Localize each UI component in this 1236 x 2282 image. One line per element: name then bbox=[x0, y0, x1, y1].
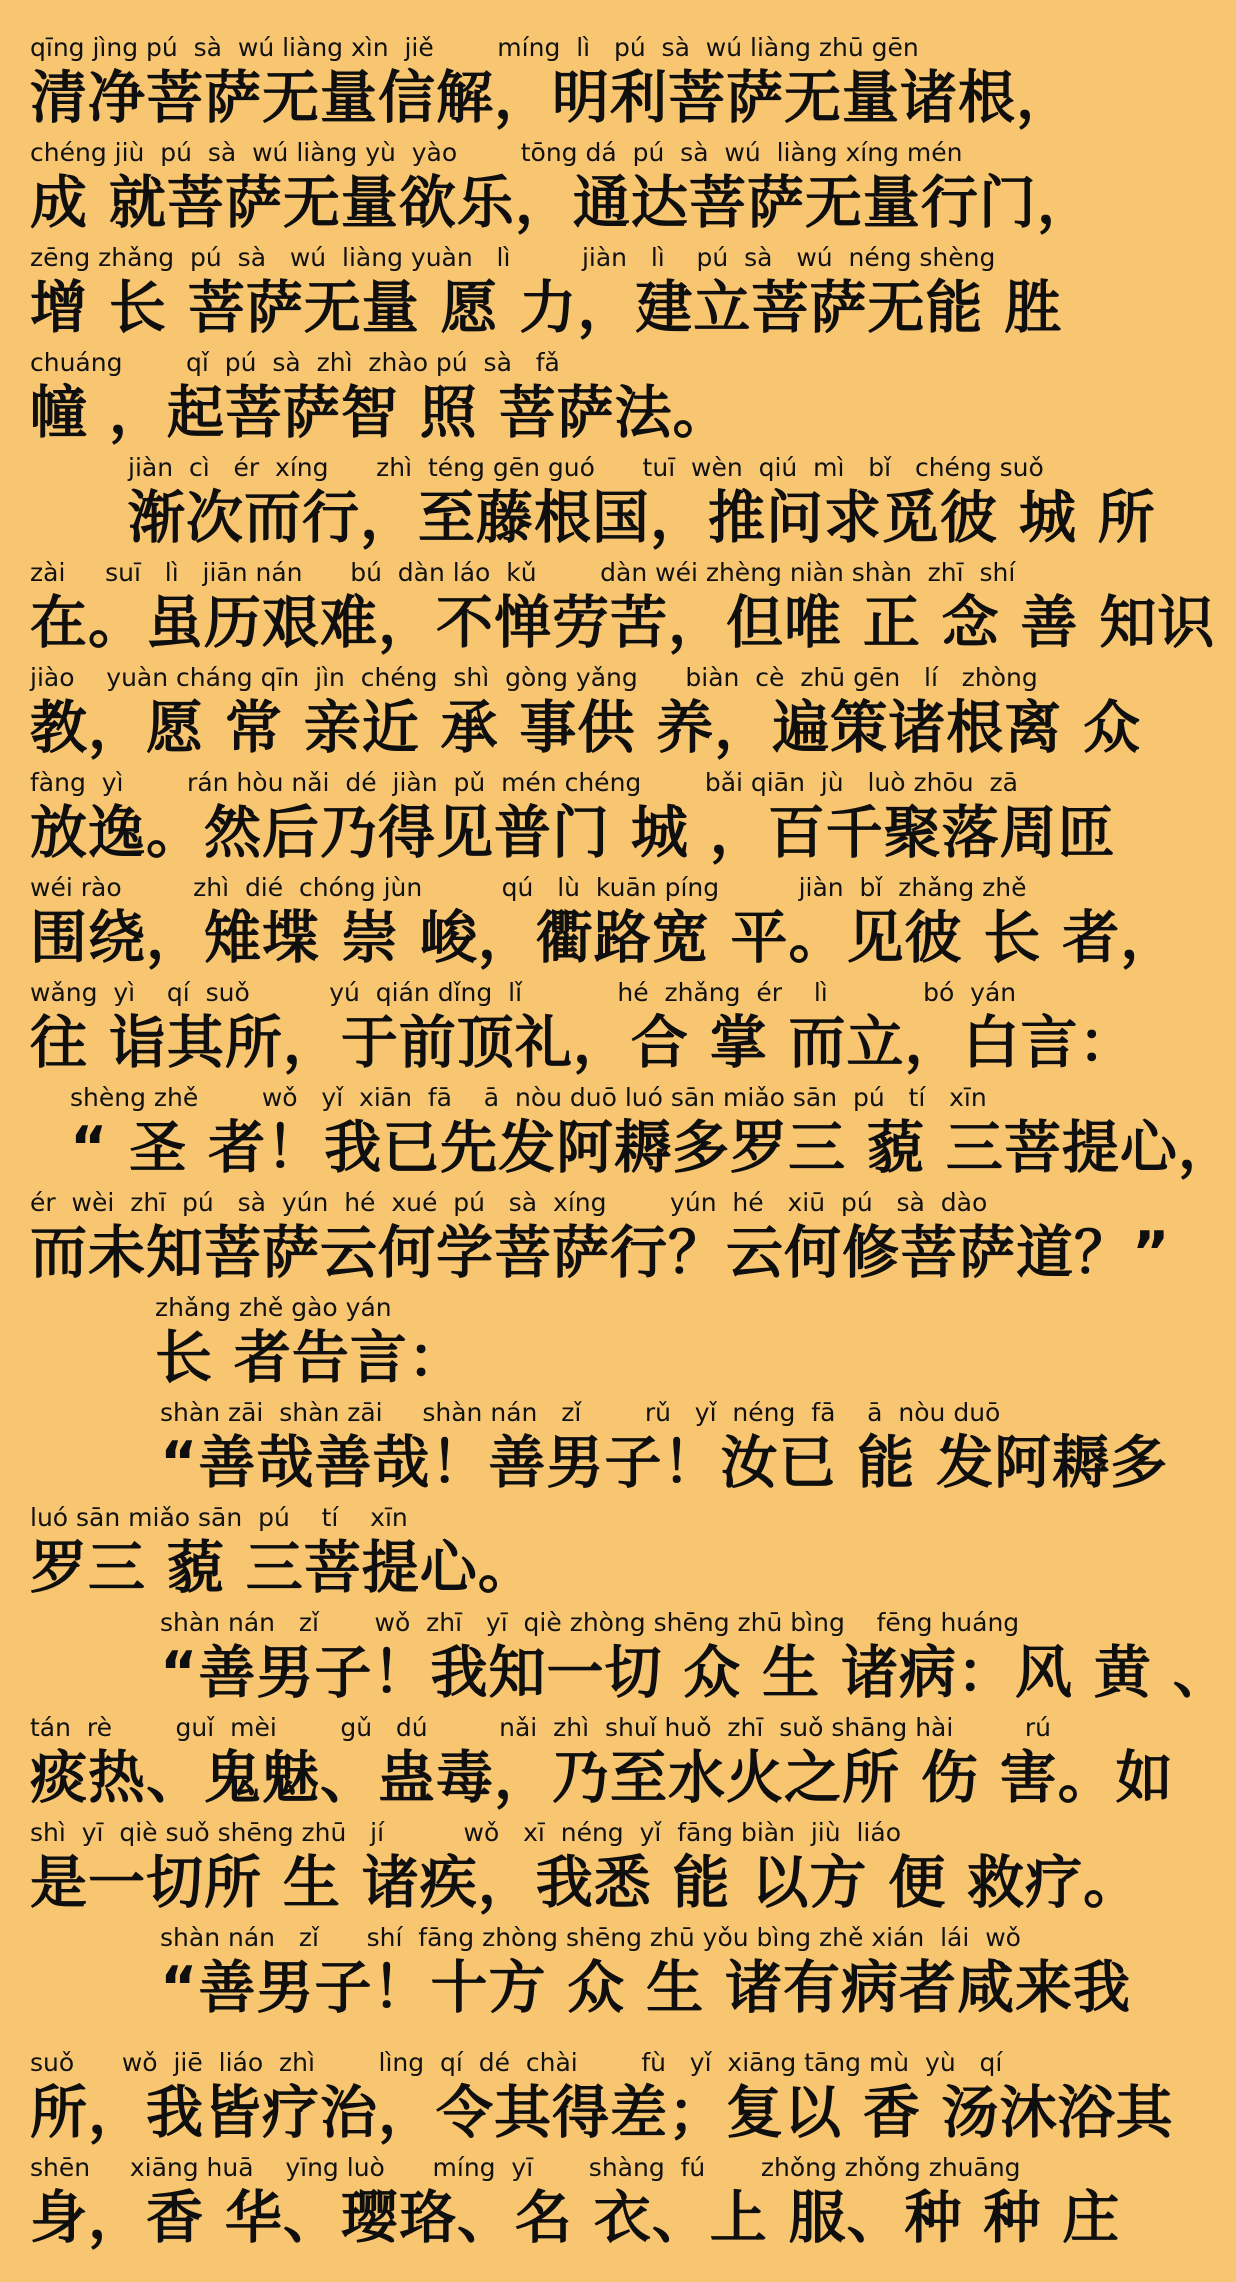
text-line bbox=[30, 765, 1116, 870]
pinyin-annotation: zài suī lì jiān nán bú dàn láo kǔ dàn wéi zhèng niàn shàn zhī shí bbox=[30, 558, 1016, 587]
pinyin-annotation: chéng jiù pú sà wú liàng yù yào tōng dá pú sà wú liàng xíng mén bbox=[30, 138, 963, 167]
chinese-text: 所，我皆疗治，令其得差；复以 香 汤沐浴其 bbox=[30, 2080, 1174, 2146]
text-line bbox=[128, 450, 1156, 555]
text-line bbox=[30, 30, 1074, 135]
chinese-text: 身，香 华、璎珞、名 衣、上 服、种 种 庄 bbox=[30, 2185, 1121, 2251]
pinyin-annotation: shàn nán zǐ wǒ zhī yī qiè zhòng shēng zhū bìng fēng huáng bbox=[160, 1608, 1020, 1637]
pinyin-annotation: wǎng yì qí suǒ yú qián dǐng lǐ hé zhǎng ér lì bó yán bbox=[30, 978, 1017, 1007]
pinyin-annotation: shèng zhě wǒ yǐ xiān fā ā nòu duō luó sān miǎo sān pú tí xīn bbox=[70, 1083, 987, 1112]
pinyin-annotation: fàng yì rán hòu nǎi dé jiàn pǔ mén chéng bǎi qiān jù luò zhōu zā bbox=[30, 768, 1018, 797]
pinyin-annotation: chuáng qǐ pú sà zhì zhào pú sà fǎ bbox=[30, 348, 560, 377]
chinese-text: “善男子！我知一切 众 生 诸病：风 黄 、 bbox=[160, 1640, 1231, 1706]
chinese-text: “善哉善哉！善男子！汝已 能 发阿耨多 bbox=[160, 1430, 1169, 1496]
text-line bbox=[30, 1500, 1060, 1605]
pinyin-annotation: shàn zāi shàn zāi shàn nán zǐ rǔ yǐ néng fā ā nòu duō bbox=[160, 1398, 1001, 1427]
pinyin-annotation: ér wèi zhī pú sà yún hé xué pú sà xíng yún hé xiū pú sà dào bbox=[30, 1188, 988, 1217]
text-line bbox=[30, 135, 1095, 240]
text-line bbox=[30, 2045, 1174, 2150]
chinese-text: 教，愿 常 亲近 承 事供 养，遍策诸根离 众 bbox=[30, 695, 1142, 761]
text-line bbox=[30, 975, 1137, 1080]
chinese-text: “善男子！十方 众 生 诸有病者咸来我 bbox=[160, 1955, 1131, 2021]
chinese-text: 增 长 菩萨无量 愿 力，建立菩萨无能 胜 bbox=[30, 275, 1063, 341]
text-line bbox=[155, 1290, 1060, 1395]
text-line bbox=[30, 555, 1216, 660]
text-line bbox=[30, 870, 1179, 975]
pinyin-annotation: tán rè guǐ mèi gǔ dú nǎi zhì shuǐ huǒ zhī suǒ shāng hài rú bbox=[30, 1713, 1051, 1742]
chinese-text: 在。虽历艰难，不惮劳苦，但唯 正 念 善 知识 bbox=[30, 590, 1216, 656]
chinese-text: 清净菩萨无量信解，明利菩萨无量诸根， bbox=[30, 65, 1074, 131]
pinyin-annotation: jiào yuàn cháng qīn jìn chéng shì gòng yǎng biàn cè zhū gēn lí zhòng bbox=[30, 663, 1038, 692]
text-line bbox=[30, 1710, 1174, 1815]
chinese-text: 而未知菩萨云何学菩萨行？云何修菩萨道？” bbox=[30, 1220, 1171, 1286]
pinyin-annotation: wéi rào zhì dié chóng jùn qú lù kuān píng jiàn bǐ zhǎng zhě bbox=[30, 873, 1027, 902]
pinyin-annotation: suǒ wǒ jiē liáo zhì lìng qí dé chài fù yǐ xiāng tāng mù yù qí bbox=[30, 2048, 1003, 2077]
text-line bbox=[30, 1185, 1171, 1290]
chinese-text: 是一切所 生 诸疾，我悉 能 以方 便 救疗。 bbox=[30, 1850, 1142, 1916]
text-line bbox=[30, 1815, 1142, 1920]
chinese-text: 围绕，雉堞 崇 峻，衢路宽 平。见彼 长 者， bbox=[30, 905, 1179, 971]
chinese-text: 放逸。然后乃得见普门 城 ，百千聚落周匝 bbox=[30, 800, 1116, 866]
text-line bbox=[30, 2150, 1121, 2255]
chinese-text: 往 诣其所，于前顶礼，合 掌 而立，白言： bbox=[30, 1010, 1137, 1076]
pinyin-annotation: zhǎng zhě gào yán bbox=[155, 1293, 392, 1322]
chinese-text: “ 圣 者！我已先发阿耨多罗三 藐 三菩提心， bbox=[70, 1115, 1236, 1181]
pinyin-annotation: shēn xiāng huā yīng luò míng yī shàng fú zhǒng zhǒng zhuāng bbox=[30, 2153, 1021, 2182]
pinyin-annotation: shì yī qiè suǒ shēng zhū jí wǒ xī néng yǐ fāng biàn jiù liáo bbox=[30, 1818, 901, 1847]
pinyin-annotation: shàn nán zǐ shí fāng zhòng shēng zhū yǒu bìng zhě xián lái wǒ bbox=[160, 1923, 1021, 1952]
chinese-text: 幢 ，起菩萨智 照 菩萨法。 bbox=[30, 380, 731, 446]
pinyin-annotation: jiàn cì ér xíng zhì téng gēn guó tuī wèn qiú mì bǐ chéng suǒ bbox=[128, 453, 1044, 482]
text-line bbox=[70, 1080, 1236, 1185]
text-line bbox=[160, 1395, 1169, 1500]
text-line bbox=[160, 1605, 1231, 1710]
chinese-text: 渐次而行，至藤根国，推问求觅彼 城 所 bbox=[128, 485, 1156, 551]
text-line bbox=[30, 660, 1142, 765]
chinese-text: 长 者告言： bbox=[155, 1325, 466, 1391]
pinyin-annotation: qīng jìng pú sà wú liàng xìn jiě míng lì pú sà wú liàng zhū gēn bbox=[30, 33, 919, 62]
text-line bbox=[30, 345, 1060, 450]
pinyin-annotation: luó sān miǎo sān pú tí xīn bbox=[30, 1503, 408, 1532]
chinese-text: 罗三 藐 三菩提心。 bbox=[30, 1535, 536, 1601]
chinese-text: 成 就菩萨无量欲乐，通达菩萨无量行门， bbox=[30, 170, 1095, 236]
text-line bbox=[160, 1920, 1131, 2025]
text-line bbox=[30, 240, 1063, 345]
chinese-text: 痰热、鬼魅、蛊毒，乃至水火之所 伤 害。如 bbox=[30, 1745, 1174, 1811]
pinyin-annotation: zēng zhǎng pú sà wú liàng yuàn lì jiàn lì pú sà wú néng shèng bbox=[30, 243, 996, 272]
